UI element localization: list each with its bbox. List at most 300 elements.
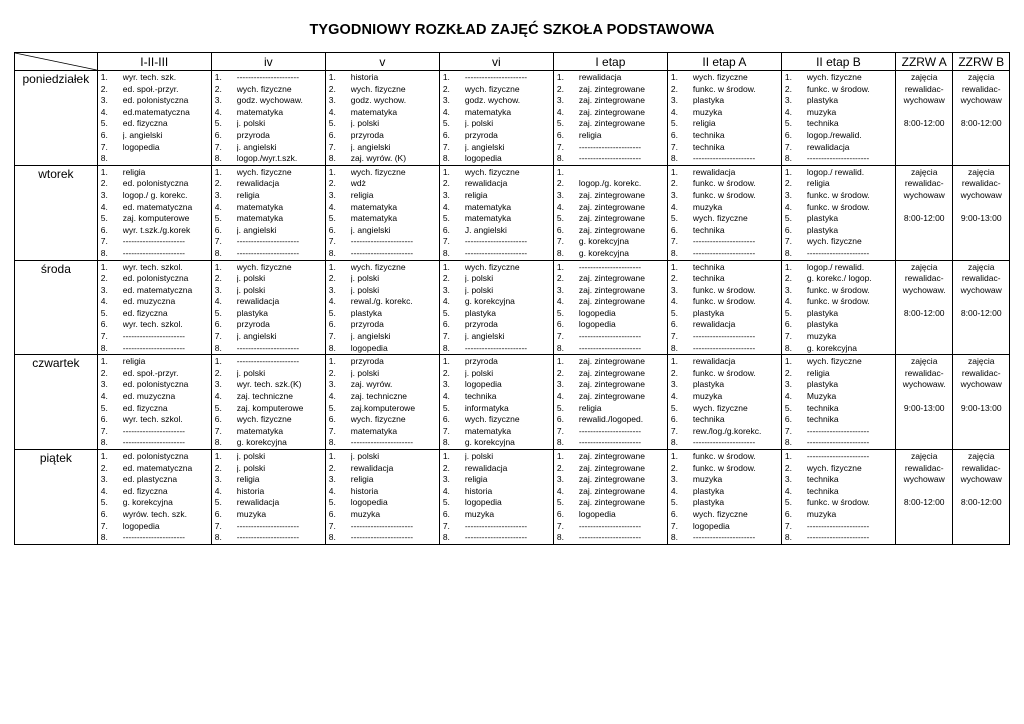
lesson-name: matematyka [464,106,512,117]
lesson-name: funkc. w środow. [806,201,870,212]
lesson-name: wych. fizyczne [236,166,292,177]
lesson-name: ---------------------- [122,331,186,342]
lesson-number: 6. [784,414,793,425]
lesson-number: 3. [442,284,450,295]
lesson-line [557,142,667,154]
lesson-line [785,331,895,343]
lesson-number: 1. [784,72,793,82]
lesson-name: wych. fizyczne [350,261,406,272]
lesson-line [329,391,439,403]
lesson-line [443,451,553,463]
lesson-name: logopedia [578,508,616,519]
lesson-name: ed. fizyczna [122,307,168,318]
lesson-number: 2. [328,462,336,473]
lesson-name: ---------------------- [350,437,414,448]
lesson-name: j. angielski [122,129,163,140]
lesson-line [101,474,211,486]
lesson-number: 2. [214,83,222,94]
lesson-name: matematyka [350,213,398,224]
lesson-name: j. polski [350,273,380,284]
lesson-name: rewalidacja [464,178,508,189]
lesson-name [123,153,211,165]
lesson-name: plastyka [692,485,725,496]
lesson-cell [211,71,325,166]
lesson-name: logopedia [464,497,502,508]
lesson-name: plastyka [236,307,268,318]
lesson-number: 1. [784,356,793,367]
lesson-name: ---------------------- [692,153,756,164]
lesson-name: j. angielski [236,141,277,152]
lesson-cell [97,355,211,450]
lesson-name: zaj. zintegrowane [578,273,646,284]
lesson-number: 7. [100,141,108,152]
lesson-name: muzyka [692,201,723,212]
lesson-name: ---------------------- [464,72,528,82]
lesson-number: 2. [100,367,108,378]
lesson-line [215,190,325,202]
lesson-name: muzyka [806,331,837,342]
lesson-line [101,72,211,84]
zzrw-cell [953,355,1010,450]
column-header: I etap [553,53,667,71]
lesson-line [443,236,553,248]
lesson-name: J. angielski [464,224,507,235]
lesson-line [329,379,439,391]
lesson-number: 3. [670,95,678,106]
lesson-cell [553,165,667,260]
lesson-name: zaj. zintegrowane [578,224,646,235]
zzrw-text: wychowaw [960,379,1002,390]
lesson-line [443,463,553,475]
lesson-name: plastyka [692,379,725,390]
lesson-name: wyr. tech. szkol. [122,319,183,330]
day-row [15,165,1010,260]
lesson-number: 5. [670,402,678,413]
lesson-name: informatyka [464,402,509,413]
lesson-name: logopedia [578,319,616,330]
lesson-number: 6. [556,414,564,425]
lesson-name: ---------------------- [122,437,186,448]
lesson-name: wych. fizyczne [464,166,520,177]
zzrw-hours: 9:00-13:00 [960,213,1002,224]
lesson-name: ---------------------- [122,342,186,353]
lesson-number: 7. [328,331,336,342]
lesson-name: funkc. w środow. [806,497,870,508]
lesson-name: rewalidacja [236,296,280,307]
lesson-number: 8. [556,247,564,258]
lesson-number: 7. [670,331,678,342]
lesson-name: ---------------------- [236,247,300,258]
lesson-number: 8. [214,437,222,448]
lesson-line [215,213,325,225]
lesson-name: zaj.komputerowe [350,402,416,413]
lesson-line [329,84,439,96]
lesson-number: 6. [442,319,450,330]
lesson-name: ed. polonistyczna [122,273,189,284]
lesson-line [101,202,211,214]
lesson-line [785,474,895,486]
lesson-number: 8. [442,437,450,448]
lesson-line [443,107,553,119]
lesson-number: 4. [100,106,108,117]
lesson-name: zaj. zintegrowane [578,391,646,402]
zzrw-text: zajęcia [910,451,938,461]
lesson-name: wych. fizyczne [692,402,748,413]
zzrw-cell [953,71,1010,166]
lesson-number: 1. [214,451,222,461]
column-header: I-II-III [97,53,211,71]
lesson-line [671,532,781,544]
lesson-number: 7. [442,425,450,436]
lesson-line [671,497,781,509]
zzrw-hours: 8:00-12:00 [903,118,945,129]
lesson-name: godz. wychow. [464,95,521,106]
lesson-name: wyr. tech. szk.(K) [236,379,302,390]
lesson-cell [439,165,553,260]
lesson-number: 6. [670,319,678,330]
lesson-line [671,84,781,96]
lesson-number: 8. [214,153,222,164]
lesson-name: ed. matematyczna [122,284,193,295]
lesson-line [443,178,553,190]
lesson-line [215,84,325,96]
lesson-line [557,178,667,190]
lesson-line [443,285,553,297]
lesson-name: ---------------------- [578,261,642,272]
lesson-number: 8. [214,532,222,543]
lesson-line [215,521,325,533]
lesson-name: logopedia [692,520,730,531]
lesson-line [671,331,781,343]
lesson-line [101,391,211,403]
lesson-name: ed. społ.-przyr. [122,367,179,378]
lesson-line [671,190,781,202]
lesson-number: 4. [556,391,564,402]
lesson-name: technika [806,118,839,129]
lesson-line [215,95,325,107]
column-header: II etap B [781,53,895,71]
lesson-name: ---------------------- [578,425,642,436]
lesson-line [329,463,439,475]
lesson-number: 5. [100,402,108,413]
lesson-name: ---------------------- [692,532,756,543]
lesson-line [785,356,895,368]
lesson-name: przyroda [350,319,384,330]
lesson-name: wych. fizyczne [692,508,748,519]
lesson-line [443,343,553,355]
lesson-number: 8. [100,532,108,543]
lesson-line [557,509,667,521]
lesson-line [215,178,325,190]
lesson-line [785,167,895,179]
lesson-line [557,72,667,84]
zzrw-cell [953,165,1010,260]
lesson-line [557,225,667,237]
lesson-name: ed. matematyczna [122,201,193,212]
lesson-number: 7. [784,425,793,436]
lesson-line [215,248,325,260]
lesson-number: 3. [214,95,222,106]
lesson-name: zaj. zintegrowane [578,95,646,106]
lesson-name: j. polski [350,118,380,129]
lesson-name: zaj. zintegrowane [578,296,646,307]
zzrw-text: zajęcia [968,451,995,461]
lesson-line [215,497,325,509]
lesson-number: 5. [556,497,564,508]
lesson-name: ---------------------- [350,532,414,543]
lesson-name: funkc. w środow. [692,462,756,473]
lesson-number: 2. [670,83,678,94]
lesson-cell [325,165,439,260]
corner-cell [15,53,98,71]
lesson-line [329,414,439,426]
lesson-name: logop./rewalid. [806,129,862,140]
lesson-line [215,118,325,130]
lesson-name: logopedia [464,379,502,390]
lesson-line [443,248,553,260]
lesson-line [101,356,211,368]
lesson-line [557,532,667,544]
lesson-cell [781,260,895,355]
lesson-line [101,296,211,308]
lesson-number: 8. [100,342,108,353]
lesson-name: plastyka [806,319,839,330]
lesson-line [671,509,781,521]
lesson-number: 1. [100,356,108,367]
zzrw-cell [895,165,953,260]
lesson-name: ---------------------- [806,451,870,461]
lesson-line [101,178,211,190]
lesson-line [329,356,439,368]
lesson-cell [439,260,553,355]
lesson-line [215,107,325,119]
lesson-number: 3. [556,189,564,200]
lesson-name: technika [806,485,839,496]
schedule-body [15,71,1010,545]
lesson-name: ---------------------- [236,236,300,247]
lesson-number: 2. [442,462,450,473]
lesson-name: muzyka [350,508,381,519]
lesson-name: przyroda [236,129,270,140]
lesson-line [671,437,781,449]
lesson-line [671,236,781,248]
lesson-line [329,178,439,190]
lesson-line [215,262,325,274]
lesson-name: matematyka [350,106,398,117]
lesson-name: j. polski [236,273,266,284]
lesson-cell [553,450,667,545]
lesson-number: 8. [328,342,336,353]
lesson-number: 1. [328,166,336,177]
lesson-name: wych. fizyczne [464,414,520,425]
lesson-number: 8. [556,532,564,543]
lesson-name: j. angielski [350,331,391,342]
lesson-line [443,273,553,285]
lesson-name: przyroda [350,356,384,367]
lesson-name: zaj. techniczne [236,391,293,402]
lesson-line [329,368,439,380]
lesson-name: ed. społ.-przyr. [122,83,179,94]
zzrw-text: rewalidac- [904,367,944,378]
lesson-number: 4. [328,485,336,496]
lesson-name: j. angielski [236,331,277,342]
lesson-number: 2. [556,367,564,378]
lesson-name: zaj. zintegrowane [578,284,646,295]
lesson-name: wych. fizyczne [236,414,292,425]
lesson-name: matematyka [464,213,512,224]
lesson-number: 3. [328,474,336,485]
lesson-name: rewalidacja [236,497,280,508]
lesson-line [785,84,895,96]
lesson-number: 3. [328,189,336,200]
zzrw-text: rewalidac- [961,178,1001,189]
lesson-number: 1. [442,356,450,367]
diagonal-divider [15,53,97,70]
lesson-cell [325,450,439,545]
lesson-number: 3. [784,379,793,390]
lesson-number: 8. [556,342,564,353]
lesson-number: 6. [214,414,222,425]
lesson-line [443,426,553,438]
lesson-number: 5. [100,118,108,129]
lesson-name: g. korekcyjna [236,437,287,448]
lesson-name: wych. fizyczne [806,236,862,247]
lesson-number: 1. [214,166,222,177]
lesson-number: 3. [100,95,108,106]
lesson-line [101,437,211,449]
lesson-cell [553,260,667,355]
lesson-name: g. korekcyjna [806,342,858,353]
lesson-name: j. polski [350,451,380,461]
lesson-line [101,167,211,179]
lesson-name: ---------------------- [578,342,642,353]
lesson-number: 1. [556,72,564,82]
lesson-name: plastyka [692,307,725,318]
lesson-number: 5. [442,213,450,224]
lesson-number: 4. [556,201,564,212]
lesson-line [671,118,781,130]
lesson-name: j. angielski [350,224,391,235]
lesson-line [101,236,211,248]
lesson-name: j. polski [464,367,494,378]
lesson-line [101,225,211,237]
lesson-name: rewalidacja [350,462,394,473]
lesson-number: 4. [670,391,678,402]
lesson-number: 1. [100,166,108,177]
lesson-line [443,202,553,214]
lesson-line [785,142,895,154]
lesson-name: wdż [350,178,366,189]
lesson-number: 6. [670,129,678,140]
lesson-number: 4. [784,106,793,117]
lesson-number: 4. [784,296,793,307]
lesson-name: ---------------------- [692,247,756,258]
lesson-number: 7. [670,425,678,436]
lesson-line [785,343,895,355]
lesson-line [101,262,211,274]
lesson-number: 7. [442,236,450,247]
lesson-name: ---------------------- [578,141,642,152]
lesson-name: plastyka [692,497,725,508]
lesson-line [785,296,895,308]
lesson-line [215,451,325,463]
day-label: wtorek [15,165,98,260]
lesson-name: funkc. w środow. [692,296,756,307]
lesson-line [101,319,211,331]
lesson-number: 4. [328,296,336,307]
lesson-number: 4. [100,485,108,496]
day-label: piątek [15,450,98,545]
lesson-name: matematyka [464,201,512,212]
lesson-line [785,118,895,130]
lesson-name: rewalidacja [692,319,736,330]
lesson-number: 1. [100,261,108,272]
lesson-number: 7. [100,331,108,342]
zzrw-text: zajęcia [910,72,938,82]
lesson-number: 7. [670,520,678,531]
lesson-name: j. polski [464,284,494,295]
lesson-line [101,84,211,96]
lesson-name: wych. fizyczne [350,166,406,177]
lesson-number: 6. [214,224,222,235]
column-header: vi [439,53,553,71]
lesson-number: 6. [328,319,336,330]
lesson-line [557,190,667,202]
lesson-name: logop./ g. korekc. [122,189,188,200]
lesson-line [101,118,211,130]
lesson-line [557,414,667,426]
lesson-number: 7. [328,520,336,531]
lesson-line [329,262,439,274]
lesson-name: religia [464,474,488,485]
lesson-name: wych. fizyczne [236,83,292,94]
lesson-name: religia [122,166,146,177]
lesson-line [443,262,553,274]
lesson-number: 4. [328,201,336,212]
lesson-line [785,379,895,391]
zzrw-text: rewalidac- [904,83,944,94]
lesson-number: 2. [556,178,564,189]
lesson-line [443,368,553,380]
lesson-name: religia [122,356,146,367]
lesson-cell [439,71,553,166]
lesson-line [557,248,667,260]
lesson-number: 7. [556,520,564,531]
lesson-name: plastyka [692,95,725,106]
lesson-name: technika [692,129,725,140]
lesson-line [557,426,667,438]
lesson-number: 1. [442,72,450,82]
zzrw-text: wychowaw [903,474,945,485]
lesson-number: 6. [214,319,222,330]
lesson-number: 8. [784,532,793,543]
lesson-line [671,167,781,179]
lesson-name: zaj. zintegrowane [578,367,646,378]
lesson-name: religia [578,129,602,140]
lesson-name: j. polski [464,451,494,461]
lesson-line [215,486,325,498]
lesson-line [329,426,439,438]
lesson-name: godz. wychow. [350,95,407,106]
lesson-line [785,95,895,107]
lesson-line [557,403,667,415]
lesson-cell [211,165,325,260]
lesson-cell [325,355,439,450]
lesson-number: 6. [556,129,564,140]
lesson-name: g. korekcyjna [578,247,629,258]
lesson-cell [553,355,667,450]
lesson-name: muzyka [806,106,837,117]
